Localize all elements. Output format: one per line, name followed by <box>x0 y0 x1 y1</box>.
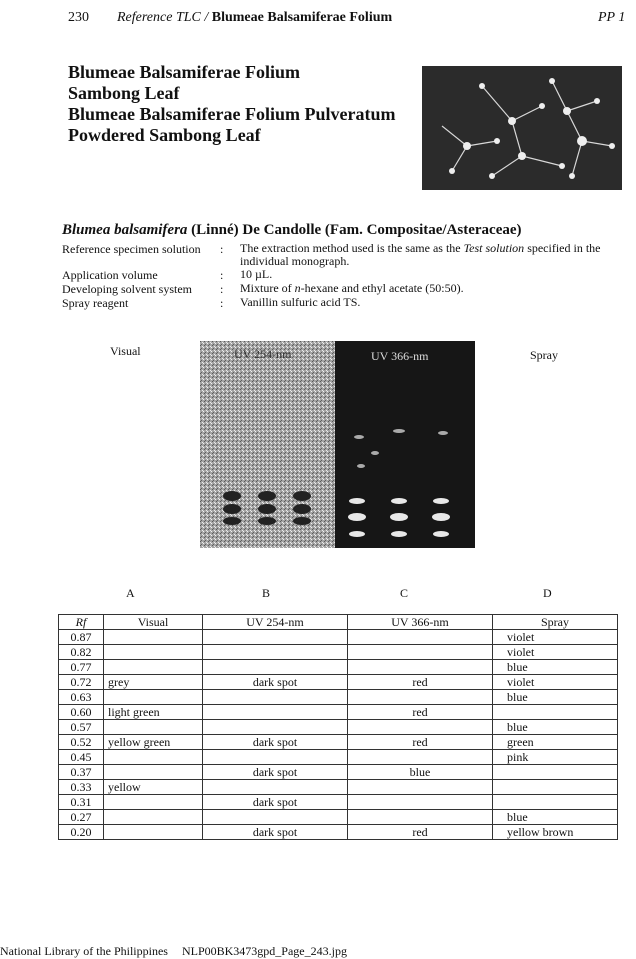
spec-colon: : <box>220 282 224 296</box>
running-header-monograph: Blumeae Balsamiferae Folium <box>211 10 393 25</box>
table-cell-spray: pink <box>493 750 618 765</box>
table-row <box>59 660 618 675</box>
table-cell-rf: 0.72 <box>59 675 104 690</box>
monograph-titles <box>68 62 395 146</box>
table-cell-uv254 <box>203 645 348 660</box>
spec-colon: : <box>220 268 224 282</box>
footer-library: National Library of the Philippines <box>0 944 168 958</box>
tlc-plate-uv254 <box>200 341 335 548</box>
table-cell-uv366 <box>348 780 493 795</box>
table-cell-visual: yellow green <box>104 735 203 750</box>
column-label-a: A <box>126 586 135 600</box>
spec-colon: : <box>220 242 224 256</box>
table-cell-uv366 <box>348 720 493 735</box>
table-header-visual: Visual <box>104 615 203 630</box>
spec-value-emphasis: Test solution <box>463 241 525 255</box>
spec-value-emphasis: n <box>294 281 301 295</box>
table-row <box>59 645 618 660</box>
table-row <box>59 795 618 810</box>
table-cell-spray: blue <box>493 660 618 675</box>
title-line: Powdered Sambong Leaf <box>68 125 261 145</box>
table-cell-uv366: red <box>348 705 493 720</box>
table-header-rf: Rf <box>59 615 104 630</box>
table-cell-rf: 0.31 <box>59 795 104 810</box>
spec-value <box>240 242 610 268</box>
column-label-b: B <box>262 586 271 600</box>
spec-label: Application volume <box>62 268 158 282</box>
table-header-uv254: UV 254-nm <box>203 615 348 630</box>
title-line: Blumeae Balsamiferae Folium Pulveratum <box>68 104 396 124</box>
table-cell-uv366: red <box>348 735 493 750</box>
table-cell-uv366: red <box>348 675 493 690</box>
table-cell-spray: blue <box>493 810 618 825</box>
column-label-d: D <box>543 586 552 600</box>
table-cell-uv254: dark spot <box>203 825 348 840</box>
plate-label-spray: Spray <box>530 348 558 362</box>
table-cell-uv254 <box>203 705 348 720</box>
table-header-uv366: UV 366-nm <box>348 615 493 630</box>
plate-title-uv254: UV 254-nm <box>234 347 292 361</box>
table-cell-visual <box>104 825 203 840</box>
table-row <box>59 765 618 780</box>
table-row <box>59 705 618 720</box>
table-cell-spray: blue <box>493 720 618 735</box>
scan-stamp <box>0 938 1 943</box>
table-cell-spray: green <box>493 735 618 750</box>
table-cell-spray: blue <box>493 690 618 705</box>
table-cell-uv254 <box>203 750 348 765</box>
spec-label: Reference specimen solution <box>62 242 201 256</box>
table-cell-uv254 <box>203 720 348 735</box>
table-cell-rf: 0.63 <box>59 690 104 705</box>
table-cell-visual <box>104 750 203 765</box>
plant-photo-image <box>422 66 622 190</box>
table-cell-uv254 <box>203 810 348 825</box>
table-cell-uv254 <box>203 780 348 795</box>
table-cell-uv254: dark spot <box>203 795 348 810</box>
table-cell-visual <box>104 720 203 735</box>
plate-label-visual: Visual <box>110 344 141 358</box>
plant-photo <box>422 66 622 190</box>
tlc-results-table <box>58 614 618 840</box>
table-row <box>59 825 618 840</box>
table-header-row <box>59 615 618 630</box>
table-cell-spray: yellow brown <box>493 825 618 840</box>
page-number: 230 <box>68 10 89 25</box>
table-cell-rf: 0.60 <box>59 705 104 720</box>
table-cell-rf: 0.77 <box>59 660 104 675</box>
table-cell-uv366 <box>348 630 493 645</box>
running-header <box>117 10 392 26</box>
table-cell-visual <box>104 660 203 675</box>
table-row <box>59 720 618 735</box>
table-cell-uv366 <box>348 690 493 705</box>
spec-value-text: Mixture of <box>240 281 295 295</box>
footer-filename: NLP00BK3473gpd_Page_243.jpg <box>181 944 347 958</box>
table-row <box>59 630 618 645</box>
table-cell-rf: 0.20 <box>59 825 104 840</box>
table-cell-uv366 <box>348 660 493 675</box>
table-cell-rf: 0.82 <box>59 645 104 660</box>
table-row <box>59 690 618 705</box>
title-line: Sambong Leaf <box>68 83 180 103</box>
table-row <box>59 675 618 690</box>
table-cell-visual: yellow <box>104 780 203 795</box>
title-line: Blumeae Balsamiferae Folium <box>68 62 300 82</box>
table-cell-uv366 <box>348 750 493 765</box>
table-cell-rf: 0.57 <box>59 720 104 735</box>
table-cell-uv366 <box>348 810 493 825</box>
table-cell-spray <box>493 780 618 795</box>
column-label-c: C <box>400 586 409 600</box>
table-cell-rf: 0.45 <box>59 750 104 765</box>
spec-value-text: specified in the individual monograph. <box>240 241 601 268</box>
table-row <box>59 750 618 765</box>
spec-value-text: The extraction method used is the same as the <box>240 241 464 255</box>
table-cell-visual <box>104 810 203 825</box>
tlc-plate-uv254-image <box>200 341 335 548</box>
table-header-spray: Spray <box>493 615 618 630</box>
table-cell-visual <box>104 765 203 780</box>
table-cell-spray <box>493 705 618 720</box>
species-name: Blumea balsamifera <box>62 222 188 238</box>
table-cell-visual <box>104 690 203 705</box>
table-cell-visual <box>104 795 203 810</box>
table-cell-spray: violet <box>493 645 618 660</box>
table-cell-uv254: dark spot <box>203 675 348 690</box>
spec-label: Developing solvent system <box>62 282 192 296</box>
table-cell-spray: violet <box>493 630 618 645</box>
tlc-plate-uv366 <box>335 341 475 548</box>
table-cell-uv254 <box>203 630 348 645</box>
table-cell-uv254 <box>203 690 348 705</box>
table-cell-rf: 0.37 <box>59 765 104 780</box>
spec-value: 10 µL. <box>240 267 273 281</box>
running-header-ref: Reference TLC / <box>117 10 209 25</box>
table-cell-visual <box>104 645 203 660</box>
table-cell-visual: light green <box>104 705 203 720</box>
spec-value: Vanillin sulfuric acid TS. <box>240 295 361 309</box>
table-cell-uv366 <box>348 795 493 810</box>
table-cell-spray: violet <box>493 675 618 690</box>
table-body <box>59 630 618 840</box>
table-row <box>59 780 618 795</box>
plate-title-uv366: UV 366-nm <box>371 349 429 363</box>
table-cell-uv254: dark spot <box>203 735 348 750</box>
table-cell-uv366 <box>348 645 493 660</box>
table-cell-spray <box>493 795 618 810</box>
table-cell-rf: 0.52 <box>59 735 104 750</box>
table-cell-rf: 0.33 <box>59 780 104 795</box>
table-cell-uv254: dark spot <box>203 765 348 780</box>
spec-value-text: -hexane and ethyl acetate (50:50). <box>300 281 464 295</box>
running-header-right: PP 1 <box>598 10 626 25</box>
spec-colon: : <box>220 296 224 310</box>
table-cell-uv366: blue <box>348 765 493 780</box>
species-authority: (Linné) De Candolle (Fam. Compositae/Asteraceae) <box>191 222 522 238</box>
table-row <box>59 735 618 750</box>
spec-label: Spray reagent <box>62 296 129 310</box>
table-cell-spray <box>493 765 618 780</box>
table-cell-visual <box>104 630 203 645</box>
table-cell-rf: 0.27 <box>59 810 104 825</box>
tlc-plate-uv366-image <box>335 341 475 548</box>
table-row <box>59 810 618 825</box>
table-cell-visual: grey <box>104 675 203 690</box>
table-cell-uv366: red <box>348 825 493 840</box>
spec-value <box>240 282 610 295</box>
table-cell-rf: 0.87 <box>59 630 104 645</box>
species-heading <box>62 222 522 239</box>
table-cell-uv254 <box>203 660 348 675</box>
